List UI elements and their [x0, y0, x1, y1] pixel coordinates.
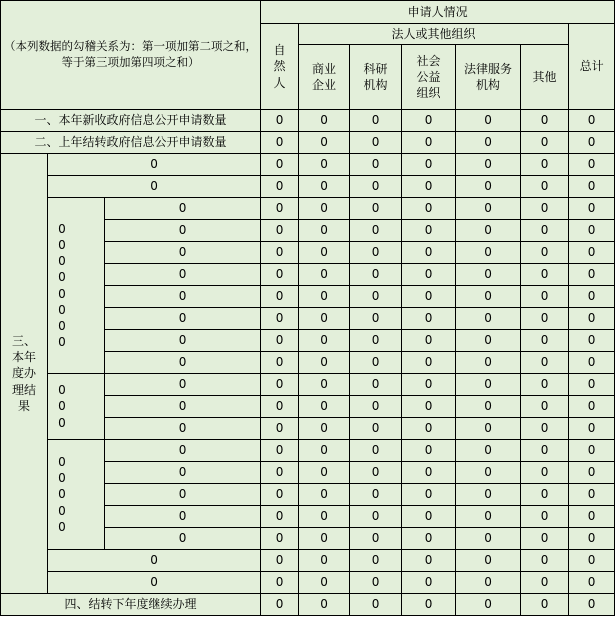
row-label: 0	[48, 154, 261, 176]
cell-other: 0	[521, 110, 569, 132]
cell-natural-person: 0	[261, 220, 299, 242]
natural-person-header: 自然人	[261, 24, 299, 110]
row-label: 0	[105, 308, 261, 330]
cell-natural-person: 0	[261, 198, 299, 220]
cell-social-welfare: 0	[402, 374, 456, 396]
cell-other: 0	[521, 198, 569, 220]
cell-social-welfare: 0	[402, 550, 456, 572]
row-label: 0	[48, 176, 261, 198]
row-label: 0	[105, 264, 261, 286]
cell-natural-person: 0	[261, 594, 299, 616]
cell-legal-service: 0	[456, 462, 521, 484]
cell-commercial: 0	[299, 286, 350, 308]
cell-other: 0	[521, 352, 569, 374]
cell-other: 0	[521, 220, 569, 242]
legal-person-group-header: 法人或其他组织	[299, 24, 569, 45]
cell-research: 0	[350, 286, 402, 308]
table-row	[1, 550, 615, 572]
cell-social-welfare: 0	[402, 264, 456, 286]
row-label: 0	[105, 440, 261, 462]
cell-legal-service: 0	[456, 572, 521, 594]
cell-legal-service: 0	[456, 440, 521, 462]
cell-total: 0	[569, 572, 615, 594]
cell-total: 0	[569, 242, 615, 264]
row-label: 四、结转下年度继续办理	[1, 594, 261, 616]
cell-legal-service: 0	[456, 506, 521, 528]
row-label: 0	[105, 198, 261, 220]
cell-commercial: 0	[299, 418, 350, 440]
cell-natural-person: 0	[261, 264, 299, 286]
cell-social-welfare: 0	[402, 330, 456, 352]
cell-other: 0	[521, 396, 569, 418]
cell-natural-person: 0	[261, 132, 299, 154]
cell-natural-person: 0	[261, 550, 299, 572]
cell-commercial: 0	[299, 484, 350, 506]
row-label: 0	[105, 374, 261, 396]
cell-commercial: 0	[299, 154, 350, 176]
cell-research: 0	[350, 418, 402, 440]
cell-other: 0	[521, 330, 569, 352]
cell-total: 0	[569, 264, 615, 286]
cell-commercial: 0	[299, 594, 350, 616]
cell-total: 0	[569, 132, 615, 154]
cell-other: 0	[521, 154, 569, 176]
cell-commercial: 0	[299, 374, 350, 396]
cell-total: 0	[569, 528, 615, 550]
cell-legal-service: 0	[456, 330, 521, 352]
cell-legal-service: 0	[456, 264, 521, 286]
section3-label: 三、本年度办理结果	[1, 154, 48, 594]
cell-research: 0	[350, 506, 402, 528]
cell-social-welfare: 0	[402, 506, 456, 528]
cell-social-welfare: 0	[402, 462, 456, 484]
cell-commercial: 0	[299, 528, 350, 550]
cell-commercial: 0	[299, 132, 350, 154]
cell-total: 0	[569, 440, 615, 462]
cell-research: 0	[350, 110, 402, 132]
cell-research: 0	[350, 330, 402, 352]
cell-social-welfare: 0	[402, 528, 456, 550]
social-welfare-header: 社会公益组织	[402, 45, 456, 110]
table-row	[1, 176, 615, 198]
table-row	[1, 110, 615, 132]
cell-other: 0	[521, 484, 569, 506]
cell-research: 0	[350, 242, 402, 264]
cell-research: 0	[350, 594, 402, 616]
cell-social-welfare: 0	[402, 286, 456, 308]
cell-total: 0	[569, 594, 615, 616]
cell-commercial: 0	[299, 440, 350, 462]
cell-natural-person: 0	[261, 286, 299, 308]
cell-total: 0	[569, 418, 615, 440]
cell-social-welfare: 0	[402, 176, 456, 198]
cell-commercial: 0	[299, 462, 350, 484]
note-cell: （本列数据的勾稽关系为：第一项加第二项之和，等于第三项加第四项之和）	[1, 1, 261, 110]
group-d-label: 0 0 0	[48, 374, 105, 440]
row-label: 0	[105, 352, 261, 374]
cell-total: 0	[569, 484, 615, 506]
cell-total: 0	[569, 396, 615, 418]
cell-commercial: 0	[299, 396, 350, 418]
cell-other: 0	[521, 440, 569, 462]
cell-natural-person: 0	[261, 110, 299, 132]
cell-total: 0	[569, 198, 615, 220]
cell-other: 0	[521, 594, 569, 616]
cell-legal-service: 0	[456, 418, 521, 440]
cell-commercial: 0	[299, 198, 350, 220]
cell-legal-service: 0	[456, 484, 521, 506]
table-row	[1, 198, 615, 220]
cell-commercial: 0	[299, 550, 350, 572]
cell-legal-service: 0	[456, 154, 521, 176]
cell-social-welfare: 0	[402, 396, 456, 418]
cell-total: 0	[569, 550, 615, 572]
table-row	[1, 440, 615, 462]
cell-commercial: 0	[299, 572, 350, 594]
cell-commercial: 0	[299, 352, 350, 374]
cell-social-welfare: 0	[402, 418, 456, 440]
cell-other: 0	[521, 308, 569, 330]
cell-research: 0	[350, 462, 402, 484]
cell-natural-person: 0	[261, 506, 299, 528]
cell-research: 0	[350, 440, 402, 462]
cell-natural-person: 0	[261, 484, 299, 506]
row-label: 二、上年结转政府信息公开申请数量	[1, 132, 261, 154]
row-label: 0	[48, 572, 261, 594]
cell-natural-person: 0	[261, 418, 299, 440]
cell-natural-person: 0	[261, 330, 299, 352]
cell-total: 0	[569, 352, 615, 374]
cell-legal-service: 0	[456, 198, 521, 220]
row-label: 0	[48, 550, 261, 572]
cell-research: 0	[350, 176, 402, 198]
row-label: 0	[105, 396, 261, 418]
cell-legal-service: 0	[456, 550, 521, 572]
cell-research: 0	[350, 308, 402, 330]
cell-legal-service: 0	[456, 220, 521, 242]
cell-natural-person: 0	[261, 572, 299, 594]
table-row	[1, 374, 615, 396]
cell-other: 0	[521, 374, 569, 396]
cell-total: 0	[569, 110, 615, 132]
cell-research: 0	[350, 396, 402, 418]
cell-legal-service: 0	[456, 286, 521, 308]
applicant-header: 申请人情况	[261, 1, 615, 24]
cell-research: 0	[350, 198, 402, 220]
cell-total: 0	[569, 330, 615, 352]
cell-legal-service: 0	[456, 352, 521, 374]
row-label: 一、本年新收政府信息公开申请数量	[1, 110, 261, 132]
cell-other: 0	[521, 462, 569, 484]
cell-natural-person: 0	[261, 440, 299, 462]
cell-social-welfare: 0	[402, 220, 456, 242]
cell-total: 0	[569, 176, 615, 198]
cell-research: 0	[350, 572, 402, 594]
cell-social-welfare: 0	[402, 110, 456, 132]
row-label: 0	[105, 506, 261, 528]
cell-commercial: 0	[299, 242, 350, 264]
cell-commercial: 0	[299, 308, 350, 330]
table-row	[1, 154, 615, 176]
cell-research: 0	[350, 220, 402, 242]
cell-research: 0	[350, 154, 402, 176]
cell-legal-service: 0	[456, 308, 521, 330]
row-label: 0	[105, 286, 261, 308]
cell-total: 0	[569, 286, 615, 308]
cell-social-welfare: 0	[402, 440, 456, 462]
cell-natural-person: 0	[261, 154, 299, 176]
table-row	[1, 594, 615, 616]
cell-legal-service: 0	[456, 132, 521, 154]
other-header: 其他	[521, 45, 569, 110]
cell-total: 0	[569, 308, 615, 330]
cell-commercial: 0	[299, 176, 350, 198]
cell-legal-service: 0	[456, 242, 521, 264]
cell-research: 0	[350, 264, 402, 286]
cell-total: 0	[569, 506, 615, 528]
commercial-header: 商业企业	[299, 45, 350, 110]
cell-natural-person: 0	[261, 528, 299, 550]
research-header: 科研机构	[350, 45, 402, 110]
group-c-label: 0 0 0 0 0 0 0 0	[48, 198, 105, 374]
cell-natural-person: 0	[261, 374, 299, 396]
cell-commercial: 0	[299, 506, 350, 528]
table-row	[1, 132, 615, 154]
cell-total: 0	[569, 374, 615, 396]
row-label: 0	[105, 462, 261, 484]
cell-social-welfare: 0	[402, 484, 456, 506]
cell-natural-person: 0	[261, 308, 299, 330]
cell-other: 0	[521, 550, 569, 572]
cell-social-welfare: 0	[402, 154, 456, 176]
cell-other: 0	[521, 242, 569, 264]
total-header: 总计	[569, 24, 615, 110]
cell-social-welfare: 0	[402, 132, 456, 154]
group-e-label: 0 0 0 0 0	[48, 440, 105, 550]
cell-other: 0	[521, 132, 569, 154]
cell-social-welfare: 0	[402, 594, 456, 616]
cell-legal-service: 0	[456, 396, 521, 418]
cell-natural-person: 0	[261, 462, 299, 484]
row-label: 0	[105, 484, 261, 506]
cell-legal-service: 0	[456, 528, 521, 550]
cell-total: 0	[569, 220, 615, 242]
cell-other: 0	[521, 528, 569, 550]
legal-service-header: 法律服务机构	[456, 45, 521, 110]
table-row	[1, 572, 615, 594]
cell-research: 0	[350, 132, 402, 154]
cell-legal-service: 0	[456, 110, 521, 132]
row-label: 0	[105, 242, 261, 264]
cell-research: 0	[350, 484, 402, 506]
cell-research: 0	[350, 352, 402, 374]
cell-total: 0	[569, 462, 615, 484]
row-label: 0	[105, 528, 261, 550]
cell-research: 0	[350, 550, 402, 572]
cell-natural-person: 0	[261, 242, 299, 264]
cell-social-welfare: 0	[402, 198, 456, 220]
cell-natural-person: 0	[261, 176, 299, 198]
cell-legal-service: 0	[456, 594, 521, 616]
cell-other: 0	[521, 176, 569, 198]
cell-commercial: 0	[299, 330, 350, 352]
row-label: 0	[105, 220, 261, 242]
cell-other: 0	[521, 286, 569, 308]
cell-commercial: 0	[299, 220, 350, 242]
cell-social-welfare: 0	[402, 308, 456, 330]
cell-legal-service: 0	[456, 176, 521, 198]
cell-commercial: 0	[299, 110, 350, 132]
cell-other: 0	[521, 572, 569, 594]
row-label: 0	[105, 330, 261, 352]
cell-social-welfare: 0	[402, 572, 456, 594]
cell-natural-person: 0	[261, 396, 299, 418]
cell-other: 0	[521, 264, 569, 286]
cell-social-welfare: 0	[402, 352, 456, 374]
cell-research: 0	[350, 528, 402, 550]
row-label: 0	[105, 418, 261, 440]
cell-legal-service: 0	[456, 374, 521, 396]
cell-other: 0	[521, 418, 569, 440]
cell-natural-person: 0	[261, 352, 299, 374]
cell-research: 0	[350, 374, 402, 396]
cell-total: 0	[569, 154, 615, 176]
cell-other: 0	[521, 506, 569, 528]
cell-social-welfare: 0	[402, 242, 456, 264]
cell-commercial: 0	[299, 264, 350, 286]
